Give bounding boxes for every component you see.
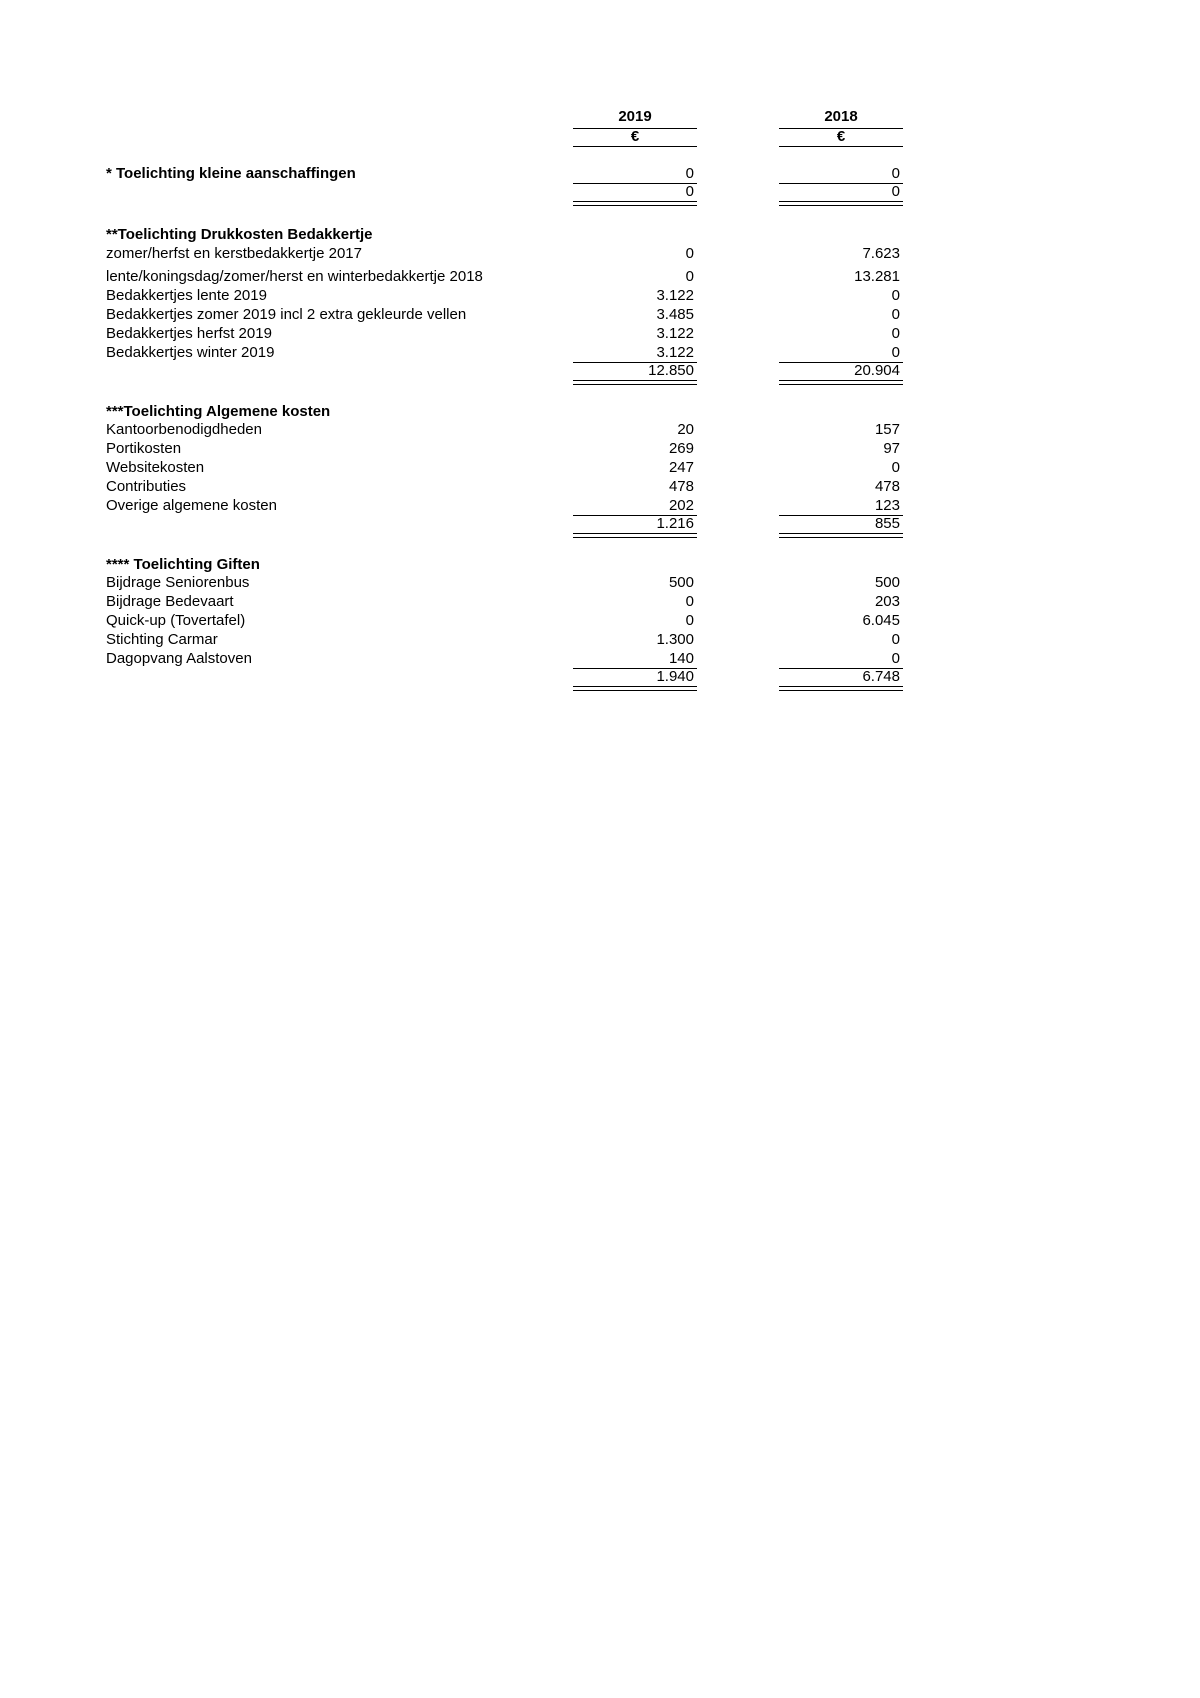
total-double-rule-2019 [573,380,697,385]
value-2018: 97 [883,440,900,457]
row-label: Bedakkertjes lente 2019 [106,287,267,304]
currency-label-2019: € [630,128,640,145]
value-2019: 3.122 [656,325,694,342]
row-label: Kantoorbenodigdheden [106,421,262,438]
total-2019: 0 [685,183,694,200]
section-title: ***Toelichting Algemene kosten [106,403,331,420]
row-label: Contributies [106,478,187,495]
value-2019: 3.485 [656,306,694,323]
value-2019: 0 [685,593,694,610]
row-label: Websitekosten [106,459,205,476]
value-2019: 0 [685,268,694,285]
value-2018: 157 [874,421,900,438]
row-label: zomer/herfst en kerstbedakkertje 2017 [106,245,362,262]
row-label: Dagopvang Aalstoven [106,650,252,667]
row-label: Bedakkertjes zomer 2019 incl 2 extra gekleurde vellen [106,306,467,323]
value-2018: 7.623 [862,245,900,262]
value-2018: 203 [874,593,900,610]
value-2019: 0 [685,165,694,182]
value-2018: 0 [891,631,900,648]
section-title: **Toelichting Drukkosten Bedakkertje [106,226,373,243]
total-double-rule-2018 [779,686,903,691]
value-2019: 247 [668,459,694,476]
section-title: **** Toelichting Giften [106,556,260,573]
value-2019: 3.122 [656,344,694,361]
value-2018: 0 [891,306,900,323]
row-label: Overige algemene kosten [106,497,277,514]
total-double-rule-2019 [573,533,697,538]
row-label: Bijdrage Seniorenbus [106,574,250,591]
total-double-rule-2019 [573,201,697,206]
total-2019: 1.216 [656,515,694,532]
row-label: Stichting Carmar [106,631,218,648]
row-label: Bedakkertjes herfst 2019 [106,325,272,342]
value-2018: 500 [874,574,900,591]
value-2019: 140 [668,650,694,667]
header-underline-2019 [573,146,697,147]
value-2018: 6.045 [862,612,900,629]
total-2019: 12.850 [648,362,694,379]
value-2018: 0 [891,650,900,667]
section-title: * Toelichting kleine aanschaffingen [106,165,356,182]
value-2018: 0 [891,344,900,361]
column-header-2019: 2019 [618,108,652,125]
total-double-rule-2019 [573,686,697,691]
row-label: lente/koningsdag/zomer/herst en winterbedakkertje 2018 [106,268,483,285]
total-2018: 6.748 [862,668,900,685]
row-label: Bijdrage Bedevaart [106,593,234,610]
total-2018: 0 [891,183,900,200]
currency-label-2018: € [836,128,846,145]
value-2019: 478 [668,478,694,495]
value-2018: 0 [891,165,900,182]
value-2019: 20 [677,421,694,438]
header-underline-2018 [779,146,903,147]
value-2018: 123 [874,497,900,514]
row-label: Quick-up (Tovertafel) [106,612,246,629]
value-2019: 0 [685,245,694,262]
total-double-rule-2018 [779,380,903,385]
column-header-2018: 2018 [824,108,858,125]
row-label: Portikosten [106,440,182,457]
value-2018: 478 [874,478,900,495]
value-2019: 500 [668,574,694,591]
total-2018: 855 [874,515,900,532]
total-2019: 1.940 [656,668,694,685]
total-2018: 20.904 [854,362,900,379]
value-2018: 13.281 [854,268,900,285]
value-2018: 0 [891,287,900,304]
value-2019: 1.300 [656,631,694,648]
total-double-rule-2018 [779,533,903,538]
value-2018: 0 [891,325,900,342]
value-2019: 3.122 [656,287,694,304]
row-label: Bedakkertjes winter 2019 [106,344,275,361]
value-2019: 0 [685,612,694,629]
value-2018: 0 [891,459,900,476]
value-2019: 269 [668,440,694,457]
total-double-rule-2018 [779,201,903,206]
value-2019: 202 [668,497,694,514]
